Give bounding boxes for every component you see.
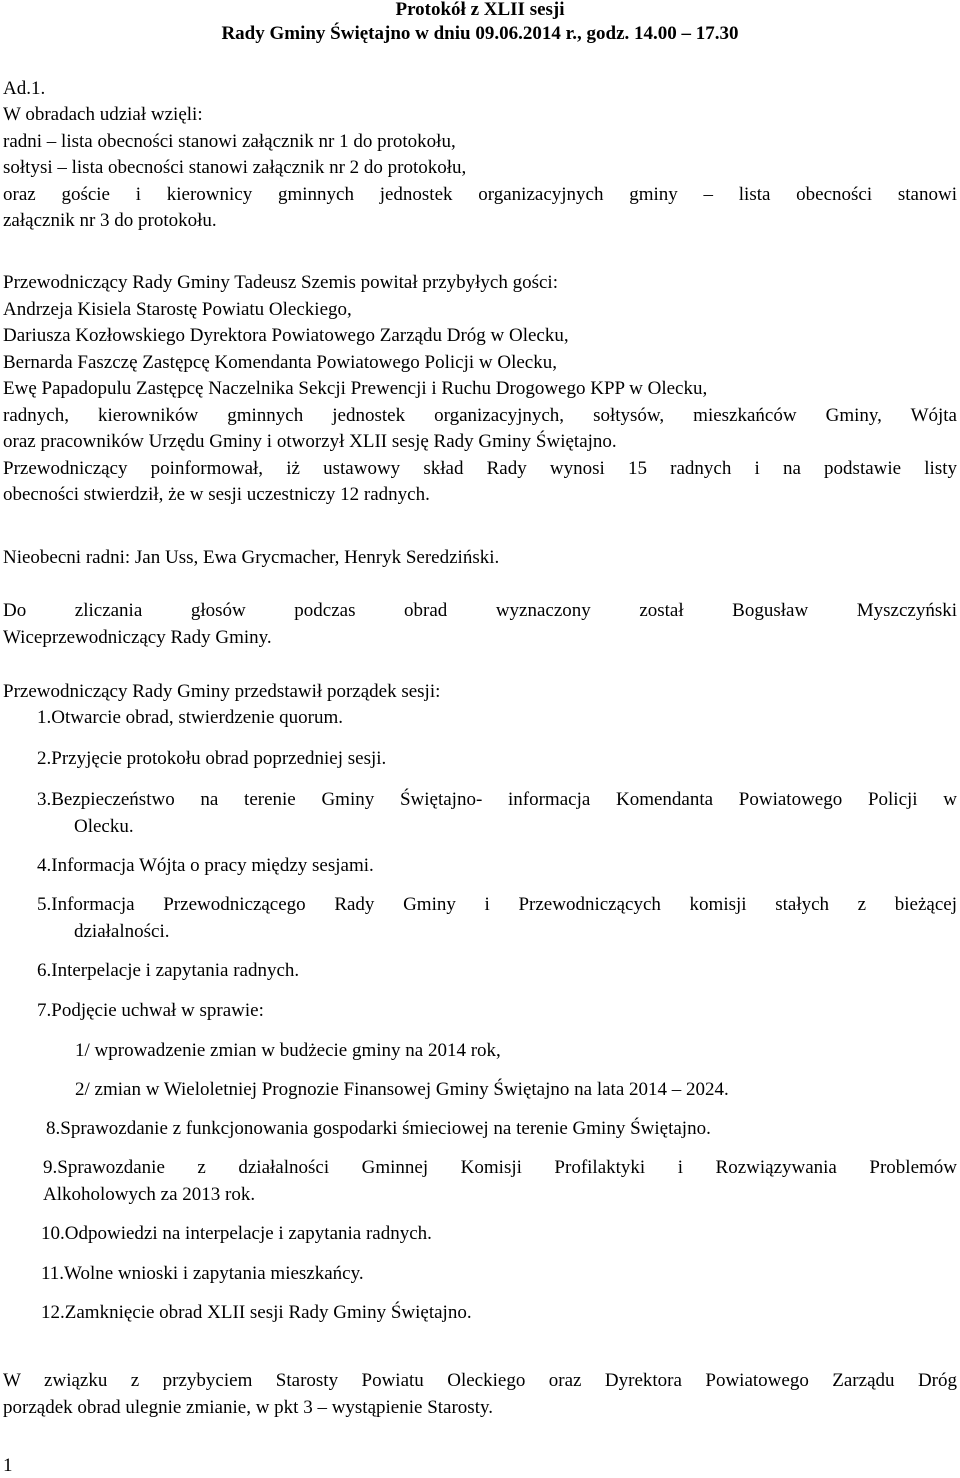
agenda-item xyxy=(41,1221,957,1248)
attendance-goscie-line-2: załącznik nr 3 do protokołu. xyxy=(3,210,217,231)
counting-section xyxy=(3,598,957,651)
counting-line-1: Do zliczania głosów podczas obrad wyznaczony został Bogusław Myszczyński xyxy=(3,600,957,621)
agenda-item-text: Sprawozdanie z funkcjonowania gospodarki śmieciowej na terenie Gminy Świętajno. xyxy=(60,1118,711,1139)
agenda-item xyxy=(37,746,957,773)
counting-line-2: Wiceprzewodniczący Rady Gminy. xyxy=(3,626,272,648)
agenda-subitem: 1/ wprowadzenie zmian w budżecie gminy na 2014 rok, xyxy=(75,1040,501,1061)
agenda-item-text: Zamknięcie obrad XLII sesji Rady Gminy Świętajno. xyxy=(64,1302,472,1323)
agenda-item-number: 11. xyxy=(41,1263,65,1284)
agenda-item-text: Przyjęcie protokołu obrad poprzedniej sesji. xyxy=(51,748,387,769)
welcome-line-1: Przewodniczący Rady Gminy Tadeusz Szemis powitał przybyłych gości: xyxy=(3,272,558,293)
agenda-item-number: 1. xyxy=(37,707,52,728)
agenda-item xyxy=(37,705,957,732)
agenda-item xyxy=(37,998,957,1025)
agenda-item-text: Odpowiedzi na interpelacje i zapytania radnych. xyxy=(64,1223,432,1244)
closing-line-1: W związku z przybyciem Starosty Powiatu Oleckiego oraz Dyrektora Powiatowego Zarządu Dróg xyxy=(3,1370,957,1391)
agenda-intro: Przewodniczący Rady Gminy przedstawił porządek sesji: xyxy=(3,681,441,702)
agenda-item xyxy=(37,787,957,840)
agenda-item-text: Informacja Przewodniczącego Rady Gminy i Przewodniczących komisji stałych z bieżącej xyxy=(51,894,957,915)
agenda-item-number: 10. xyxy=(41,1223,65,1244)
welcome-line-7: oraz pracowników Urzędu Gminy i otworzył XLII sesję Rady Gminy Świętajno. xyxy=(3,431,617,452)
agenda-item-text: Sprawozdanie z działalności Gminnej Komisji Profilaktyki i Rozwiązywania Problemów xyxy=(57,1157,957,1178)
agenda-item xyxy=(37,958,957,985)
agenda-item-number: 4. xyxy=(37,855,52,876)
agenda-item-text-cont: Olecku. xyxy=(74,815,134,837)
agenda-subitem: 2/ zmian w Wieloletniej Prognozie Finansowej Gminy Świętajno na lata 2014 – 2024. xyxy=(75,1079,729,1100)
agenda-item-text: Podjęcie uchwał w sprawie: xyxy=(51,1000,264,1021)
agenda-item xyxy=(46,1116,957,1143)
welcome-line-4: Bernarda Faszczę Zastępcę Komendanta Powiatowego Policji w Olecku, xyxy=(3,351,557,373)
closing-section xyxy=(3,1368,957,1421)
agenda-item xyxy=(43,1155,957,1208)
agenda-item-number: 6. xyxy=(37,960,52,981)
welcome-line-6: radnych, kierowników gminnych jednostek organizacyjnych, sołtysów, mieszkańców Gminy, Wójta xyxy=(3,404,957,426)
welcome-line-2: Andrzeja Kisiela Starostę Powiatu Oleckiego, xyxy=(3,298,352,320)
attendance-soltysi: sołtysi – lista obecności stanowi załącznik nr 2 do protokołu, xyxy=(3,157,467,178)
title-line-1: Protokół z XLII sesji xyxy=(395,0,565,20)
attendance-intro: W obradach udział wzięli: xyxy=(3,104,203,125)
welcome-line-8: Przewodniczący poinformował, iż ustawowy skład Rady wynosi 15 radnych i na podstawie listy xyxy=(3,457,957,479)
title-line-2: Rady Gminy Świętajno w dniu 09.06.2014 r., godz. 14.00 – 17.30 xyxy=(221,23,739,44)
closing-line-2: porządek obrad ulegnie zmianie, w pkt 3 – wystąpienie Starosty. xyxy=(3,1396,493,1418)
agenda-item-text-cont: Alkoholowych za 2013 rok. xyxy=(43,1183,256,1205)
agenda-item-number: 9. xyxy=(43,1157,58,1178)
agenda-item xyxy=(41,1300,957,1327)
agenda-item-number: 5. xyxy=(37,894,52,915)
agenda-item-number: 7. xyxy=(37,1000,52,1021)
agenda-item xyxy=(37,892,957,945)
agenda-item-text-cont: działalności. xyxy=(74,920,170,942)
agenda-item-number: 12. xyxy=(41,1302,65,1323)
agenda-item-text: Wolne wnioski i zapytania mieszkańcy. xyxy=(64,1263,364,1284)
page-number: 1 xyxy=(3,1455,13,1476)
attendance-radni: radni – lista obecności stanowi załącznik nr 1 do protokołu, xyxy=(3,130,456,152)
welcome-line-9: obecności stwierdził, że w sesji uczestniczy 12 radnych. xyxy=(3,484,430,505)
agenda-item-text: Bezpieczeństwo na terenie Gminy Świętajno- informacja Komendanta Powiatowego Policji w xyxy=(51,789,957,810)
agenda-item-text: Interpelacje i zapytania radnych. xyxy=(51,960,300,981)
agenda-item-number: 2. xyxy=(37,748,52,769)
welcome-line-3: Dariusza Kozłowskiego Dyrektora Powiatowego Zarządu Dróg w Olecku, xyxy=(3,325,569,346)
attendance-section xyxy=(3,102,957,235)
agenda-item xyxy=(41,1261,957,1288)
agenda-item-text: Informacja Wójta o pracy między sesjami. xyxy=(51,855,374,876)
welcome-section xyxy=(3,270,957,509)
section-label: Ad.1. xyxy=(3,78,46,99)
agenda-item xyxy=(37,853,957,880)
agenda-item-text: Otwarcie obrad, stwierdzenie quorum. xyxy=(51,707,344,728)
absent-radni: Nieobecni radni: Jan Uss, Ewa Grycmacher, Henryk Seredziński. xyxy=(3,547,500,568)
welcome-line-5: Ewę Papadopulu Zastępcę Naczelnika Sekcji Prewencji i Ruchu Drogowego KPP w Olecku, xyxy=(3,378,708,399)
attendance-goscie-line-1: oraz goście i kierownicy gminnych jednostek organizacyjnych gminy – lista obecności stanowi xyxy=(3,183,957,205)
agenda-item-number: 3. xyxy=(37,789,52,810)
agenda-item-number: 8. xyxy=(46,1118,61,1139)
